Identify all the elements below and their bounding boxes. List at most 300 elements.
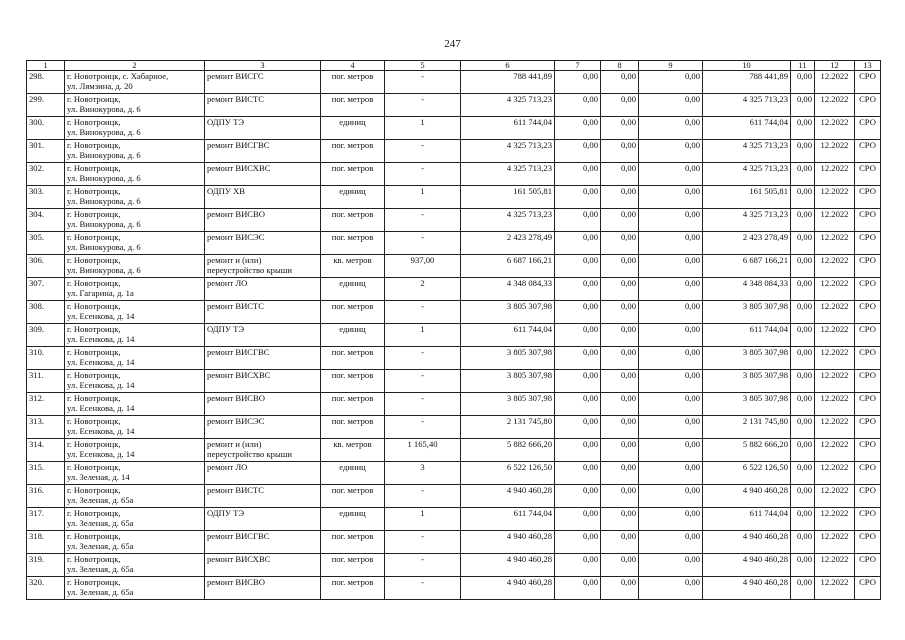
- address-line: ул. Есенкова, д. 14: [67, 357, 135, 367]
- completion-date-cell: 12.2022: [815, 416, 855, 439]
- address-cell: [65, 347, 205, 370]
- cost-col-8-cell: 0,00: [601, 462, 639, 485]
- work-type-line: ОДПУ ТЭ: [207, 324, 245, 334]
- work-type-cell: [205, 439, 321, 462]
- cost-col-8-cell: 0,00: [601, 531, 639, 554]
- address-line: г. Новотроицк,: [67, 577, 121, 587]
- cost-col-7-cell: 0,00: [555, 393, 601, 416]
- cost-col-11-cell: 0,00: [791, 209, 815, 232]
- work-type-cell: [205, 324, 321, 347]
- address-cell: [65, 531, 205, 554]
- work-type-line: ремонт ВИСХВС: [207, 370, 271, 380]
- cost-col-11-cell: 0,00: [791, 278, 815, 301]
- total-cost-cell: 4 325 713,23: [461, 209, 555, 232]
- total-cost-cell: 611 744,04: [461, 508, 555, 531]
- work-type-cell: [205, 117, 321, 140]
- row-number: 313.: [27, 416, 65, 439]
- work-type-cell: [205, 577, 321, 600]
- table-row: [27, 393, 881, 416]
- cost-col-11-cell: 0,00: [791, 232, 815, 255]
- work-type-cell: [205, 508, 321, 531]
- cost-col-10-cell: 4 325 713,23: [703, 94, 791, 117]
- address-line: ул. Зеленая, д. 65а: [67, 564, 134, 574]
- table-row: [27, 485, 881, 508]
- cost-col-9-cell: 0,00: [639, 462, 703, 485]
- unit-cell: пог. метров: [321, 554, 385, 577]
- quantity-cell: 1 165,40: [385, 439, 461, 462]
- quantity-cell: -: [385, 370, 461, 393]
- column-header-12: 12: [815, 61, 855, 71]
- cost-col-10-cell: 4 940 460,28: [703, 554, 791, 577]
- cost-col-11-cell: 0,00: [791, 508, 815, 531]
- organization-cell: СРО: [855, 554, 881, 577]
- cost-col-9-cell: 0,00: [639, 71, 703, 94]
- table-row: [27, 94, 881, 117]
- address-line: ул. Есенкова, д. 14: [67, 449, 135, 459]
- organization-cell: СРО: [855, 393, 881, 416]
- row-number: 310.: [27, 347, 65, 370]
- address-cell: [65, 255, 205, 278]
- cost-col-8-cell: 0,00: [601, 71, 639, 94]
- work-type-cell: [205, 554, 321, 577]
- total-cost-cell: 4 325 713,23: [461, 94, 555, 117]
- work-type-cell: [205, 347, 321, 370]
- organization-cell: СРО: [855, 163, 881, 186]
- cost-col-9-cell: 0,00: [639, 531, 703, 554]
- cost-col-8-cell: 0,00: [601, 393, 639, 416]
- table-row: [27, 255, 881, 278]
- address-cell: [65, 186, 205, 209]
- total-cost-cell: 788 441,89: [461, 71, 555, 94]
- organization-cell: СРО: [855, 370, 881, 393]
- address-line: г. Новотроицк,: [67, 554, 121, 564]
- row-number: 306.: [27, 255, 65, 278]
- address-line: ул. Есенкова, д. 14: [67, 380, 135, 390]
- address-line: г. Новотроицк,: [67, 163, 121, 173]
- cost-col-10-cell: 611 744,04: [703, 508, 791, 531]
- address-line: ул. Винокурова, д. 6: [67, 104, 141, 114]
- cost-col-7-cell: 0,00: [555, 462, 601, 485]
- work-type-cell: [205, 301, 321, 324]
- work-type-cell: [205, 232, 321, 255]
- cost-col-9-cell: 0,00: [639, 577, 703, 600]
- unit-cell: единиц: [321, 186, 385, 209]
- address-line: г. Новотроицк, с. Хабарное,: [67, 71, 169, 81]
- cost-col-11-cell: 0,00: [791, 186, 815, 209]
- unit-cell: пог. метров: [321, 71, 385, 94]
- address-line: г. Новотроицк,: [67, 209, 121, 219]
- cost-col-10-cell: 4 940 460,28: [703, 531, 791, 554]
- work-type-line: ремонт ВИСГС: [207, 71, 264, 81]
- organization-cell: СРО: [855, 278, 881, 301]
- cost-col-11-cell: 0,00: [791, 140, 815, 163]
- organization-cell: СРО: [855, 232, 881, 255]
- unit-cell: пог. метров: [321, 393, 385, 416]
- table-body: [27, 71, 881, 600]
- work-type-line: ОДПУ ТЭ: [207, 508, 245, 518]
- total-cost-cell: 6 687 166,21: [461, 255, 555, 278]
- column-header-8: 8: [601, 61, 639, 71]
- cost-col-9-cell: 0,00: [639, 347, 703, 370]
- total-cost-cell: 3 805 307,98: [461, 347, 555, 370]
- unit-cell: единиц: [321, 462, 385, 485]
- cost-col-7-cell: 0,00: [555, 117, 601, 140]
- completion-date-cell: 12.2022: [815, 117, 855, 140]
- work-type-cell: [205, 140, 321, 163]
- work-type-cell: [205, 94, 321, 117]
- table-row: [27, 186, 881, 209]
- unit-cell: пог. метров: [321, 347, 385, 370]
- cost-col-8-cell: 0,00: [601, 163, 639, 186]
- address-cell: [65, 324, 205, 347]
- cost-col-7-cell: 0,00: [555, 531, 601, 554]
- completion-date-cell: 12.2022: [815, 163, 855, 186]
- cost-col-9-cell: 0,00: [639, 508, 703, 531]
- quantity-cell: -: [385, 554, 461, 577]
- organization-cell: СРО: [855, 301, 881, 324]
- total-cost-cell: 611 744,04: [461, 117, 555, 140]
- quantity-cell: 937,00: [385, 255, 461, 278]
- completion-date-cell: 12.2022: [815, 140, 855, 163]
- cost-col-8-cell: 0,00: [601, 255, 639, 278]
- cost-col-7-cell: 0,00: [555, 416, 601, 439]
- completion-date-cell: 12.2022: [815, 186, 855, 209]
- cost-col-11-cell: 0,00: [791, 301, 815, 324]
- work-type-cell: [205, 163, 321, 186]
- cost-col-7-cell: 0,00: [555, 140, 601, 163]
- cost-col-9-cell: 0,00: [639, 324, 703, 347]
- total-cost-cell: 6 522 126,50: [461, 462, 555, 485]
- work-type-line: ОДПУ ТЭ: [207, 117, 245, 127]
- cost-col-8-cell: 0,00: [601, 577, 639, 600]
- organization-cell: СРО: [855, 577, 881, 600]
- cost-col-10-cell: 4 940 460,28: [703, 577, 791, 600]
- table-row: [27, 209, 881, 232]
- cost-col-7-cell: 0,00: [555, 508, 601, 531]
- organization-cell: СРО: [855, 255, 881, 278]
- cost-col-7-cell: 0,00: [555, 278, 601, 301]
- cost-col-7-cell: 0,00: [555, 577, 601, 600]
- cost-col-10-cell: 3 805 307,98: [703, 370, 791, 393]
- cost-col-9-cell: 0,00: [639, 393, 703, 416]
- organization-cell: СРО: [855, 462, 881, 485]
- work-type-cell: [205, 531, 321, 554]
- table-row: [27, 416, 881, 439]
- address-cell: [65, 301, 205, 324]
- unit-cell: единиц: [321, 117, 385, 140]
- completion-date-cell: 12.2022: [815, 94, 855, 117]
- cost-col-11-cell: 0,00: [791, 94, 815, 117]
- work-type-cell: [205, 209, 321, 232]
- repair-schedule-table: [26, 60, 881, 600]
- cost-col-9-cell: 0,00: [639, 117, 703, 140]
- completion-date-cell: 12.2022: [815, 278, 855, 301]
- column-header-3: 3: [205, 61, 321, 71]
- cost-col-8-cell: 0,00: [601, 485, 639, 508]
- cost-col-8-cell: 0,00: [601, 301, 639, 324]
- cost-col-8-cell: 0,00: [601, 278, 639, 301]
- completion-date-cell: 12.2022: [815, 71, 855, 94]
- organization-cell: СРО: [855, 439, 881, 462]
- row-number: 308.: [27, 301, 65, 324]
- row-number: 305.: [27, 232, 65, 255]
- row-number: 301.: [27, 140, 65, 163]
- row-number: 320.: [27, 577, 65, 600]
- work-type-line: ремонт ВИСВО: [207, 577, 265, 587]
- cost-col-10-cell: 4 940 460,28: [703, 485, 791, 508]
- quantity-cell: 1: [385, 186, 461, 209]
- cost-col-11-cell: 0,00: [791, 531, 815, 554]
- address-line: г. Новотроицк,: [67, 140, 121, 150]
- address-line: г. Новотроицк,: [67, 347, 121, 357]
- row-number: 319.: [27, 554, 65, 577]
- cost-col-11-cell: 0,00: [791, 370, 815, 393]
- total-cost-cell: 3 805 307,98: [461, 301, 555, 324]
- row-number: 298.: [27, 71, 65, 94]
- address-cell: [65, 577, 205, 600]
- total-cost-cell: 3 805 307,98: [461, 370, 555, 393]
- completion-date-cell: 12.2022: [815, 209, 855, 232]
- total-cost-cell: 2 423 278,49: [461, 232, 555, 255]
- column-number-header-row: [27, 61, 881, 71]
- cost-col-10-cell: 611 744,04: [703, 117, 791, 140]
- address-cell: [65, 416, 205, 439]
- table-row: [27, 232, 881, 255]
- unit-cell: пог. метров: [321, 301, 385, 324]
- cost-col-10-cell: 6 522 126,50: [703, 462, 791, 485]
- quantity-cell: 1: [385, 508, 461, 531]
- address-line: ул. Есенкова, д. 14: [67, 334, 135, 344]
- work-type-line: ремонт и (или): [207, 255, 262, 265]
- cost-col-9-cell: 0,00: [639, 163, 703, 186]
- work-type-line: ремонт ВИСХВС: [207, 554, 271, 564]
- cost-col-8-cell: 0,00: [601, 324, 639, 347]
- completion-date-cell: 12.2022: [815, 531, 855, 554]
- address-cell: [65, 393, 205, 416]
- address-cell: [65, 508, 205, 531]
- address-line: ул. Зеленая, д. 65а: [67, 541, 134, 551]
- cost-col-7-cell: 0,00: [555, 163, 601, 186]
- cost-col-9-cell: 0,00: [639, 186, 703, 209]
- organization-cell: СРО: [855, 416, 881, 439]
- address-cell: [65, 140, 205, 163]
- unit-cell: пог. метров: [321, 370, 385, 393]
- cost-col-11-cell: 0,00: [791, 554, 815, 577]
- cost-col-7-cell: 0,00: [555, 232, 601, 255]
- cost-col-9-cell: 0,00: [639, 278, 703, 301]
- quantity-cell: -: [385, 347, 461, 370]
- quantity-cell: -: [385, 577, 461, 600]
- quantity-cell: -: [385, 163, 461, 186]
- unit-cell: пог. метров: [321, 140, 385, 163]
- cost-col-9-cell: 0,00: [639, 255, 703, 278]
- total-cost-cell: 4 325 713,23: [461, 140, 555, 163]
- address-line: ул. Винокурова, д. 6: [67, 127, 141, 137]
- column-header-2: 2: [65, 61, 205, 71]
- cost-col-7-cell: 0,00: [555, 370, 601, 393]
- total-cost-cell: 3 805 307,98: [461, 393, 555, 416]
- address-cell: [65, 439, 205, 462]
- cost-col-7-cell: 0,00: [555, 255, 601, 278]
- organization-cell: СРО: [855, 531, 881, 554]
- completion-date-cell: 12.2022: [815, 347, 855, 370]
- cost-col-7-cell: 0,00: [555, 71, 601, 94]
- total-cost-cell: 611 744,04: [461, 324, 555, 347]
- address-line: г. Новотроицк,: [67, 301, 121, 311]
- cost-col-9-cell: 0,00: [639, 416, 703, 439]
- quantity-cell: 1: [385, 324, 461, 347]
- cost-col-8-cell: 0,00: [601, 186, 639, 209]
- cost-col-8-cell: 0,00: [601, 508, 639, 531]
- cost-col-10-cell: 3 805 307,98: [703, 347, 791, 370]
- cost-col-8-cell: 0,00: [601, 94, 639, 117]
- table-row: [27, 439, 881, 462]
- row-number: 307.: [27, 278, 65, 301]
- address-line: ул. Зеленая, д. 65а: [67, 518, 134, 528]
- unit-cell: единиц: [321, 324, 385, 347]
- column-header-11: 11: [791, 61, 815, 71]
- completion-date-cell: 12.2022: [815, 577, 855, 600]
- unit-cell: единиц: [321, 278, 385, 301]
- organization-cell: СРО: [855, 140, 881, 163]
- address-line: ул. Зеленая, д. 65а: [67, 587, 134, 597]
- cost-col-9-cell: 0,00: [639, 301, 703, 324]
- cost-col-10-cell: 3 805 307,98: [703, 301, 791, 324]
- total-cost-cell: 5 882 666,20: [461, 439, 555, 462]
- column-header-13: 13: [855, 61, 881, 71]
- completion-date-cell: 12.2022: [815, 255, 855, 278]
- column-header-10: 10: [703, 61, 791, 71]
- cost-col-9-cell: 0,00: [639, 232, 703, 255]
- address-line: ул. Винокурова, д. 6: [67, 265, 141, 275]
- unit-cell: пог. метров: [321, 531, 385, 554]
- unit-cell: пог. метров: [321, 232, 385, 255]
- quantity-cell: -: [385, 416, 461, 439]
- completion-date-cell: 12.2022: [815, 485, 855, 508]
- cost-col-8-cell: 0,00: [601, 232, 639, 255]
- work-type-cell: [205, 71, 321, 94]
- page-number: 247: [444, 38, 461, 50]
- quantity-cell: -: [385, 232, 461, 255]
- cost-col-8-cell: 0,00: [601, 439, 639, 462]
- completion-date-cell: 12.2022: [815, 439, 855, 462]
- cost-col-7-cell: 0,00: [555, 94, 601, 117]
- address-cell: [65, 117, 205, 140]
- address-line: г. Новотроицк,: [67, 393, 121, 403]
- unit-cell: пог. метров: [321, 485, 385, 508]
- cost-col-9-cell: 0,00: [639, 370, 703, 393]
- cost-col-10-cell: 2 423 278,49: [703, 232, 791, 255]
- address-line: г. Новотроицк,: [67, 117, 121, 127]
- cost-col-8-cell: 0,00: [601, 554, 639, 577]
- table-row: [27, 347, 881, 370]
- cost-col-11-cell: 0,00: [791, 439, 815, 462]
- cost-col-9-cell: 0,00: [639, 94, 703, 117]
- address-line: ул. Лямзина, д. 20: [67, 81, 133, 91]
- work-type-line: ремонт ВИСВО: [207, 393, 265, 403]
- quantity-cell: 3: [385, 462, 461, 485]
- address-line: г. Новотроицк,: [67, 439, 121, 449]
- cost-col-7-cell: 0,00: [555, 324, 601, 347]
- cost-col-11-cell: 0,00: [791, 416, 815, 439]
- row-number: 309.: [27, 324, 65, 347]
- address-cell: [65, 71, 205, 94]
- column-header-4: 4: [321, 61, 385, 71]
- cost-col-9-cell: 0,00: [639, 554, 703, 577]
- total-cost-cell: 2 131 745,80: [461, 416, 555, 439]
- table-row: [27, 301, 881, 324]
- address-line: ул. Винокурова, д. 6: [67, 219, 141, 229]
- cost-col-7-cell: 0,00: [555, 301, 601, 324]
- address-line: ул. Винокурова, д. 6: [67, 150, 141, 160]
- address-line: г. Новотроицк,: [67, 186, 121, 196]
- cost-col-8-cell: 0,00: [601, 370, 639, 393]
- quantity-cell: 2: [385, 278, 461, 301]
- cost-col-8-cell: 0,00: [601, 209, 639, 232]
- cost-col-10-cell: 4 325 713,23: [703, 140, 791, 163]
- address-cell: [65, 554, 205, 577]
- work-type-cell: [205, 278, 321, 301]
- cost-col-10-cell: 6 687 166,21: [703, 255, 791, 278]
- row-number: 302.: [27, 163, 65, 186]
- completion-date-cell: 12.2022: [815, 508, 855, 531]
- organization-cell: СРО: [855, 117, 881, 140]
- row-number: 315.: [27, 462, 65, 485]
- address-line: ул. Есенкова, д. 14: [67, 311, 135, 321]
- cost-col-9-cell: 0,00: [639, 485, 703, 508]
- work-type-line: переустройство крыши: [207, 449, 292, 459]
- cost-col-11-cell: 0,00: [791, 347, 815, 370]
- total-cost-cell: 4 940 460,28: [461, 554, 555, 577]
- work-type-line: ремонт ВИСЭС: [207, 416, 265, 426]
- work-type-cell: [205, 416, 321, 439]
- row-number: 318.: [27, 531, 65, 554]
- address-line: г. Новотроицк,: [67, 232, 121, 242]
- address-line: г. Новотроицк,: [67, 416, 121, 426]
- address-cell: [65, 370, 205, 393]
- address-cell: [65, 462, 205, 485]
- cost-col-7-cell: 0,00: [555, 347, 601, 370]
- work-type-cell: [205, 255, 321, 278]
- cost-col-10-cell: 161 505,81: [703, 186, 791, 209]
- work-type-cell: [205, 186, 321, 209]
- work-type-line: переустройство крыши: [207, 265, 292, 275]
- total-cost-cell: 4 348 084,33: [461, 278, 555, 301]
- cost-col-9-cell: 0,00: [639, 439, 703, 462]
- work-type-line: ОДПУ ХВ: [207, 186, 246, 196]
- cost-col-8-cell: 0,00: [601, 416, 639, 439]
- quantity-cell: 1: [385, 117, 461, 140]
- cost-col-7-cell: 0,00: [555, 554, 601, 577]
- table-row: [27, 71, 881, 94]
- address-line: ул. Есенкова, д. 14: [67, 426, 135, 436]
- table-row: [27, 324, 881, 347]
- address-line: г. Новотроицк,: [67, 462, 121, 472]
- work-type-line: ремонт ЛО: [207, 462, 248, 472]
- table-row: [27, 370, 881, 393]
- unit-cell: пог. метров: [321, 209, 385, 232]
- unit-cell: кв. метров: [321, 439, 385, 462]
- quantity-cell: -: [385, 485, 461, 508]
- work-type-line: ремонт и (или): [207, 439, 262, 449]
- completion-date-cell: 12.2022: [815, 370, 855, 393]
- work-type-cell: [205, 370, 321, 393]
- organization-cell: СРО: [855, 94, 881, 117]
- address-line: ул. Гагарина, д. 1а: [67, 288, 134, 298]
- row-number: 311.: [27, 370, 65, 393]
- cost-col-8-cell: 0,00: [601, 140, 639, 163]
- column-header-5: 5: [385, 61, 461, 71]
